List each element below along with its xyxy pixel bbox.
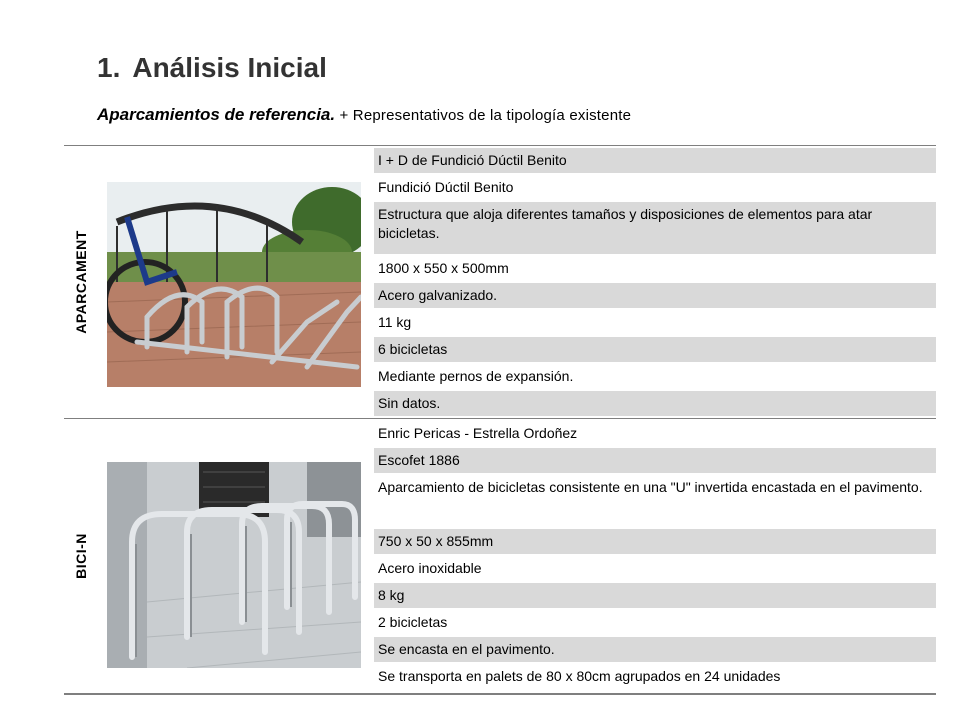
item-bici-n xyxy=(64,419,936,693)
section-number: 1. xyxy=(97,52,121,83)
page-subtitle xyxy=(97,103,631,128)
spec-row: 6 bicicletas xyxy=(374,337,936,362)
spec-row: Escofet 1886 xyxy=(374,448,936,473)
item-aparcament xyxy=(64,145,936,418)
spec-row: Sin datos. xyxy=(374,391,936,416)
product-photo-bici-n xyxy=(107,462,361,668)
spec-row: Se transporta en palets de 80 x 80cm agrupados en 24 unidades xyxy=(378,668,781,684)
u-rack-photo xyxy=(107,462,361,668)
item-label xyxy=(64,145,98,418)
item-label xyxy=(64,419,98,693)
spec-row: Mediante pernos de expansión. xyxy=(378,368,574,384)
spec-row: Acero inoxidable xyxy=(378,560,482,576)
bike-rack-photo xyxy=(107,182,361,387)
subtitle-description: + Representativos de la tipología existente xyxy=(335,107,632,124)
reference-table xyxy=(64,145,936,695)
spec-row: Acero galvanizado. xyxy=(374,283,936,308)
spec-row: Se encasta en el pavimento. xyxy=(374,637,936,662)
item-label-text: APARCAMENT xyxy=(73,229,90,334)
spec-row: Aparcamiento de bicicletas consistente en una "U" invertida encastada en el pavimento. xyxy=(378,479,923,495)
spec-row: Estructura que aloja diferentes tamaños y disposiciones de elementos para atar bicicletas. xyxy=(374,202,936,254)
spec-row: 1800 x 550 x 500mm xyxy=(378,260,509,276)
page-title xyxy=(97,50,327,86)
spec-row: 2 bicicletas xyxy=(378,614,448,630)
spec-row: I + D de Fundició Dúctil Benito xyxy=(374,148,936,173)
product-photo-aparcament xyxy=(107,182,361,387)
spec-row: 11 kg xyxy=(378,314,412,330)
spec-row: 750 x 50 x 855mm xyxy=(374,529,936,554)
subtitle-emphasis: Aparcamientos de referencia. xyxy=(97,105,336,124)
spec-row: Enric Pericas - Estrella Ordoñez xyxy=(378,425,578,441)
item-label-text: BICI-N xyxy=(73,533,89,579)
spec-row: Fundició Dúctil Benito xyxy=(378,179,514,195)
section-title: Análisis Inicial xyxy=(132,52,327,83)
spec-row: 8 kg xyxy=(374,583,936,608)
table-bottom-rule xyxy=(64,693,936,695)
